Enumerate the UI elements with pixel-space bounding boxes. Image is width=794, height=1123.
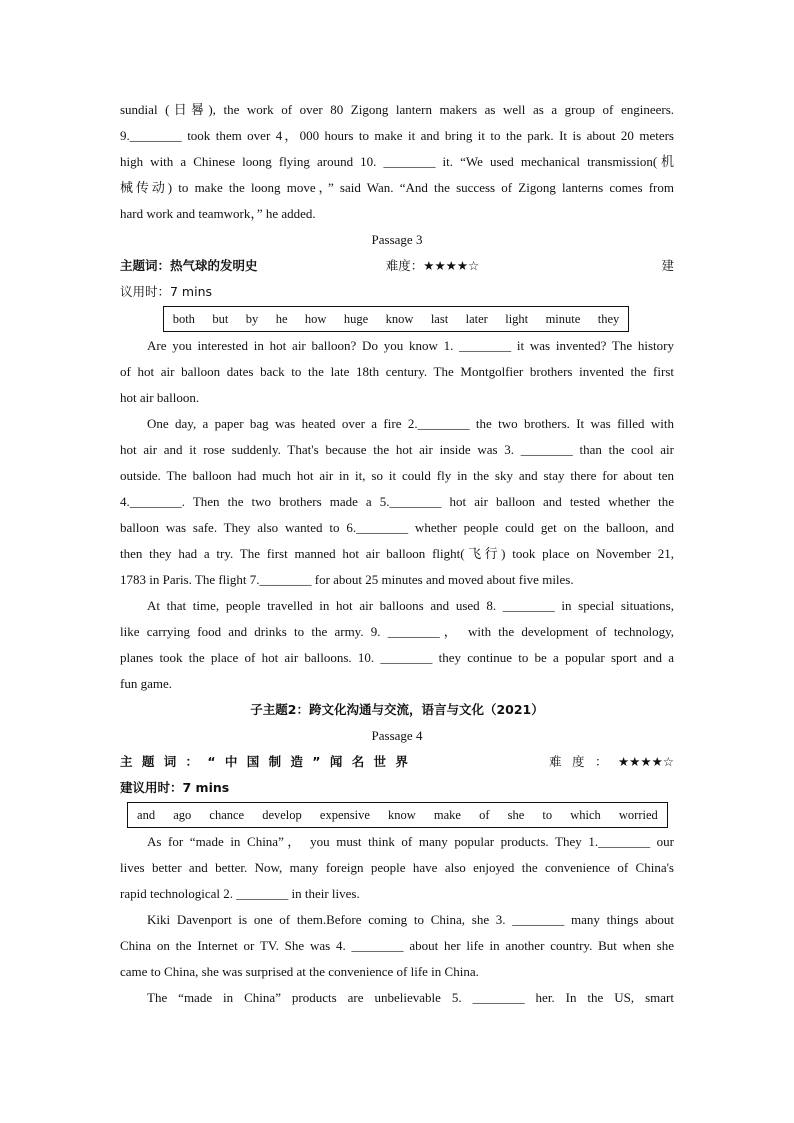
topic-char: 造 bbox=[290, 754, 303, 769]
topic-char: 名 bbox=[351, 754, 365, 769]
passage-3-meta bbox=[120, 253, 674, 279]
word-bank-item: he bbox=[275, 312, 288, 326]
word-bank-item: worried bbox=[618, 808, 658, 822]
word-bank-item: she bbox=[507, 808, 525, 822]
passage-3-word-bank bbox=[163, 306, 629, 332]
word-bank-item: they bbox=[597, 312, 620, 326]
topic-char: 主 bbox=[120, 754, 133, 769]
topic-char: 国 bbox=[246, 754, 260, 769]
word-bank-item: how bbox=[304, 312, 327, 326]
topic-char: 世 bbox=[373, 754, 387, 769]
topic-char: 闻 bbox=[329, 754, 343, 769]
text-line: then they had a try. The first manned hot air balloon flight(飞行) took place on November 21, bbox=[120, 546, 674, 561]
text-line: One day, a paper bag was heated over a fire 2.________ the two brothers. It was filled with bbox=[147, 416, 674, 431]
text-line: lives better and better. Now, many foreign people have also enjoyed the convenience of China's bbox=[120, 860, 674, 875]
topic-char: ： bbox=[185, 754, 199, 769]
text-line: The “made in China” products are unbelievable 5. ________ her. In the US, smart bbox=[147, 990, 674, 1005]
word-bank-item: expensive bbox=[319, 808, 370, 822]
word-bank-item: which bbox=[570, 808, 601, 822]
word-bank-item: know bbox=[385, 312, 414, 326]
text-line: balloon was safe. They also wanted to 6.________ whether people could get on the balloon, and bbox=[120, 520, 674, 535]
word-bank-item: chance bbox=[209, 808, 245, 822]
passage-4-difficulty bbox=[549, 749, 674, 775]
passage-3-time-prefix: 建 bbox=[661, 258, 674, 273]
text-line: 1783 in Paris. The flight 7.________ for about 25 minutes and moved about five miles. bbox=[120, 572, 574, 587]
text-line: At that time, people travelled in hot air balloons and used 8. ________ in special situations, bbox=[147, 598, 674, 613]
difficulty-stars: ★★★★☆ bbox=[617, 754, 674, 769]
word-bank-item: and bbox=[137, 808, 156, 822]
difficulty-char: ： bbox=[594, 754, 608, 769]
text-line: planes took the place of hot air balloons. 10. ________ they continue to be a popular sport and a bbox=[120, 650, 674, 665]
topic-char: ” bbox=[312, 754, 321, 769]
document-page bbox=[120, 97, 674, 1011]
text-line: 械传动) to make the loong move，” said Wan. “And the success of Zigong lanterns comes from bbox=[120, 180, 674, 195]
word-bank-item: make bbox=[433, 808, 461, 822]
passage-4-topic bbox=[120, 749, 408, 775]
topic-char: 中 bbox=[224, 754, 238, 769]
word-bank-item: ago bbox=[173, 808, 192, 822]
text-line: of hot air balloon dates back to the late 18th century. The Montgolfier brothers invented the first bbox=[120, 364, 674, 379]
text-line: sundial (日晷), the work of over 80 Zigong lantern makers as well as a group of engineers. bbox=[120, 102, 674, 117]
text-line: Are you interested in hot air balloon? Do you know 1. ________ it was invented? The history bbox=[147, 338, 674, 353]
word-bank-item: both bbox=[172, 312, 195, 326]
topic-char: 制 bbox=[268, 754, 282, 769]
text-line: China on the Internet or TV. She was 4. ________ about her life in another country. But when she bbox=[120, 938, 674, 953]
text-line: high with a Chinese loong flying around 10. ________ it. “We used mechanical transmission(机 bbox=[120, 154, 674, 169]
text-line: came to China, she was surprised at the convenience of life in China. bbox=[120, 964, 479, 979]
text-line: 9.________ took them over 4，000 hours to make it and bring it to the park. It is about 20 meters bbox=[120, 128, 674, 143]
passage-2-tail bbox=[120, 97, 674, 227]
text-line: hot air and it rose suddenly. That's because the hot air inside was 3. ________ than the cool air bbox=[120, 442, 674, 457]
text-line: rapid technological 2. ________ in their lives. bbox=[120, 886, 360, 901]
text-line: Kiki Davenport is one of them.Before coming to China, she 3. ________ many things about bbox=[147, 912, 674, 927]
topic-char: 界 bbox=[395, 754, 408, 769]
difficulty-char: 难 bbox=[549, 754, 562, 769]
passage-4-word-bank bbox=[127, 802, 668, 828]
passage-3-difficulty: 难度：★★★★☆ bbox=[385, 258, 480, 273]
passage-4-time: 建议用时：7 mins bbox=[120, 780, 230, 795]
topic-char: 题 bbox=[141, 754, 155, 769]
text-line: As for “made in China”， you must think of many popular products. They 1.________ our bbox=[147, 834, 674, 849]
word-bank-item: later bbox=[465, 312, 488, 326]
passage-3-body bbox=[120, 333, 674, 697]
text-line: hard work and teamwork，” he added. bbox=[120, 206, 316, 221]
word-bank-item: by bbox=[245, 312, 259, 326]
word-bank-item: know bbox=[387, 808, 416, 822]
text-line: 4.________. Then the two brothers made a 5.________ hot air balloon and tested whether the bbox=[120, 494, 674, 509]
word-bank-item: of bbox=[479, 808, 490, 822]
passage-4-meta bbox=[120, 749, 674, 775]
passage-3-title: Passage 3 bbox=[371, 232, 423, 247]
text-line: hot air balloon. bbox=[120, 390, 200, 405]
difficulty-char: 度 bbox=[571, 754, 585, 769]
passage-3-time: 议用时：7 mins bbox=[120, 284, 213, 299]
word-bank-item: but bbox=[212, 312, 229, 326]
word-bank-item: to bbox=[542, 808, 553, 822]
word-bank-item: huge bbox=[343, 312, 369, 326]
word-bank-item: last bbox=[430, 312, 449, 326]
passage-4-body bbox=[120, 829, 674, 1011]
word-bank-item: minute bbox=[545, 312, 581, 326]
text-line: like carrying food and drinks to the army. 9. ________， with the development of technology, bbox=[120, 624, 674, 639]
word-bank-item: develop bbox=[262, 808, 302, 822]
text-line: outside. The balloon had much hot air in it, so it could fly in the sky and stay there for about ten bbox=[120, 468, 674, 483]
passage-3-topic: 主题词：热气球的发明史 bbox=[120, 258, 258, 273]
word-bank-item: light bbox=[505, 312, 529, 326]
subtopic-heading: 子主题2：跨文化沟通与交流，语言与文化（2021） bbox=[250, 702, 544, 717]
topic-char: 词 bbox=[163, 754, 177, 769]
passage-4-title: Passage 4 bbox=[371, 728, 423, 743]
text-line: fun game. bbox=[120, 676, 172, 691]
topic-char: “ bbox=[207, 754, 216, 769]
